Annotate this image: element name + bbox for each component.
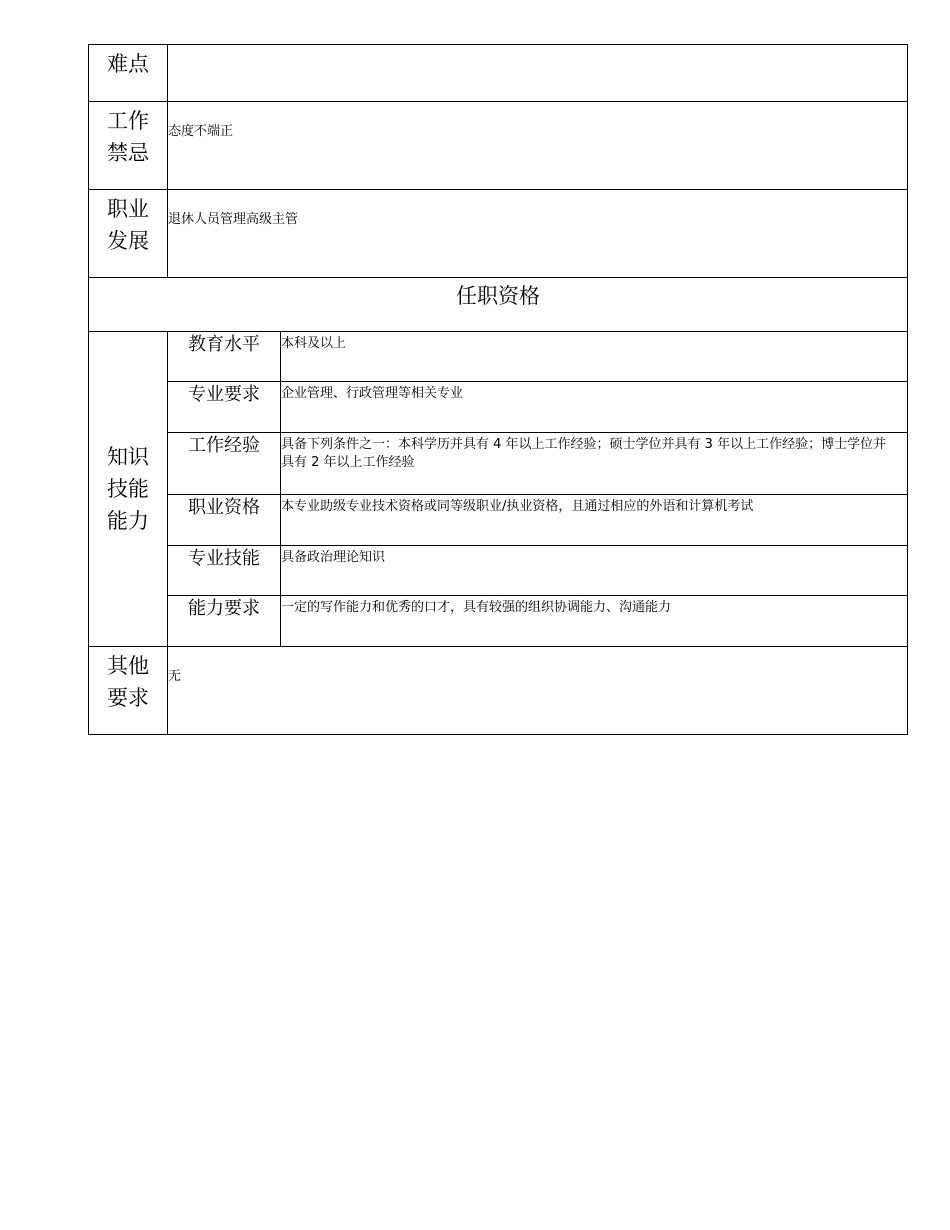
- label-ability: 能力要求: [168, 596, 281, 647]
- label-taboo-line2: 禁忌: [107, 141, 149, 165]
- label-difficulty: [89, 45, 168, 102]
- qualification-row: [89, 495, 908, 546]
- qualification-row: [89, 433, 908, 495]
- label-career-line1: 职业: [107, 197, 149, 221]
- qualification-row: [89, 546, 908, 596]
- job-description-table: [88, 44, 908, 735]
- label-career: [89, 190, 168, 278]
- row-other: [89, 647, 908, 735]
- qualification-row: [89, 596, 908, 647]
- label-other-line2: 要求: [107, 686, 149, 710]
- label-career-line2: 发展: [107, 229, 149, 253]
- label-taboo-line1: 工作: [107, 109, 149, 133]
- value-education: 本科及以上: [281, 332, 908, 382]
- qualification-row: [89, 382, 908, 433]
- label-education: 教育水平: [168, 332, 281, 382]
- row-difficulty: [89, 45, 908, 102]
- value-certification: 本专业助级专业技术资格或同等级职业/执业资格，且通过相应的外语和计算机考试: [281, 495, 908, 546]
- label-taboo: [89, 102, 168, 190]
- value-other: 无: [168, 647, 908, 735]
- label-group-line1: 知识: [107, 445, 149, 469]
- row-section-title: [89, 278, 908, 332]
- value-career: 退休人员管理高级主管: [168, 190, 908, 278]
- value-experience: 具备下列条件之一：本科学历并具有 4 年以上工作经验；硕士学位并具有 3 年以上工作经验；博士学位并具有 2 年以上工作经验: [281, 433, 908, 495]
- label-group-line2: 技能: [107, 477, 149, 501]
- row-taboo: [89, 102, 908, 190]
- value-major: 企业管理、行政管理等相关专业: [281, 382, 908, 433]
- label-experience: 工作经验: [168, 433, 281, 495]
- value-ability: 一定的写作能力和优秀的口才，具有较强的组织协调能力、沟通能力: [281, 596, 908, 647]
- qualification-row: [89, 332, 908, 382]
- label-major: 专业要求: [168, 382, 281, 433]
- label-other-line1: 其他: [107, 654, 149, 678]
- section-title-qualifications: 任职资格: [89, 278, 908, 332]
- value-taboo: 态度不端正: [168, 102, 908, 190]
- label-group-line3: 能力: [107, 509, 149, 533]
- value-difficulty: [168, 45, 908, 102]
- label-certification: 职业资格: [168, 495, 281, 546]
- label-other: [89, 647, 168, 735]
- label-difficulty-text: 难点: [107, 52, 149, 76]
- label-skills: 专业技能: [168, 546, 281, 596]
- label-knowledge-skills: [89, 332, 168, 647]
- value-skills: 具备政治理论知识: [281, 546, 908, 596]
- row-career: [89, 190, 908, 278]
